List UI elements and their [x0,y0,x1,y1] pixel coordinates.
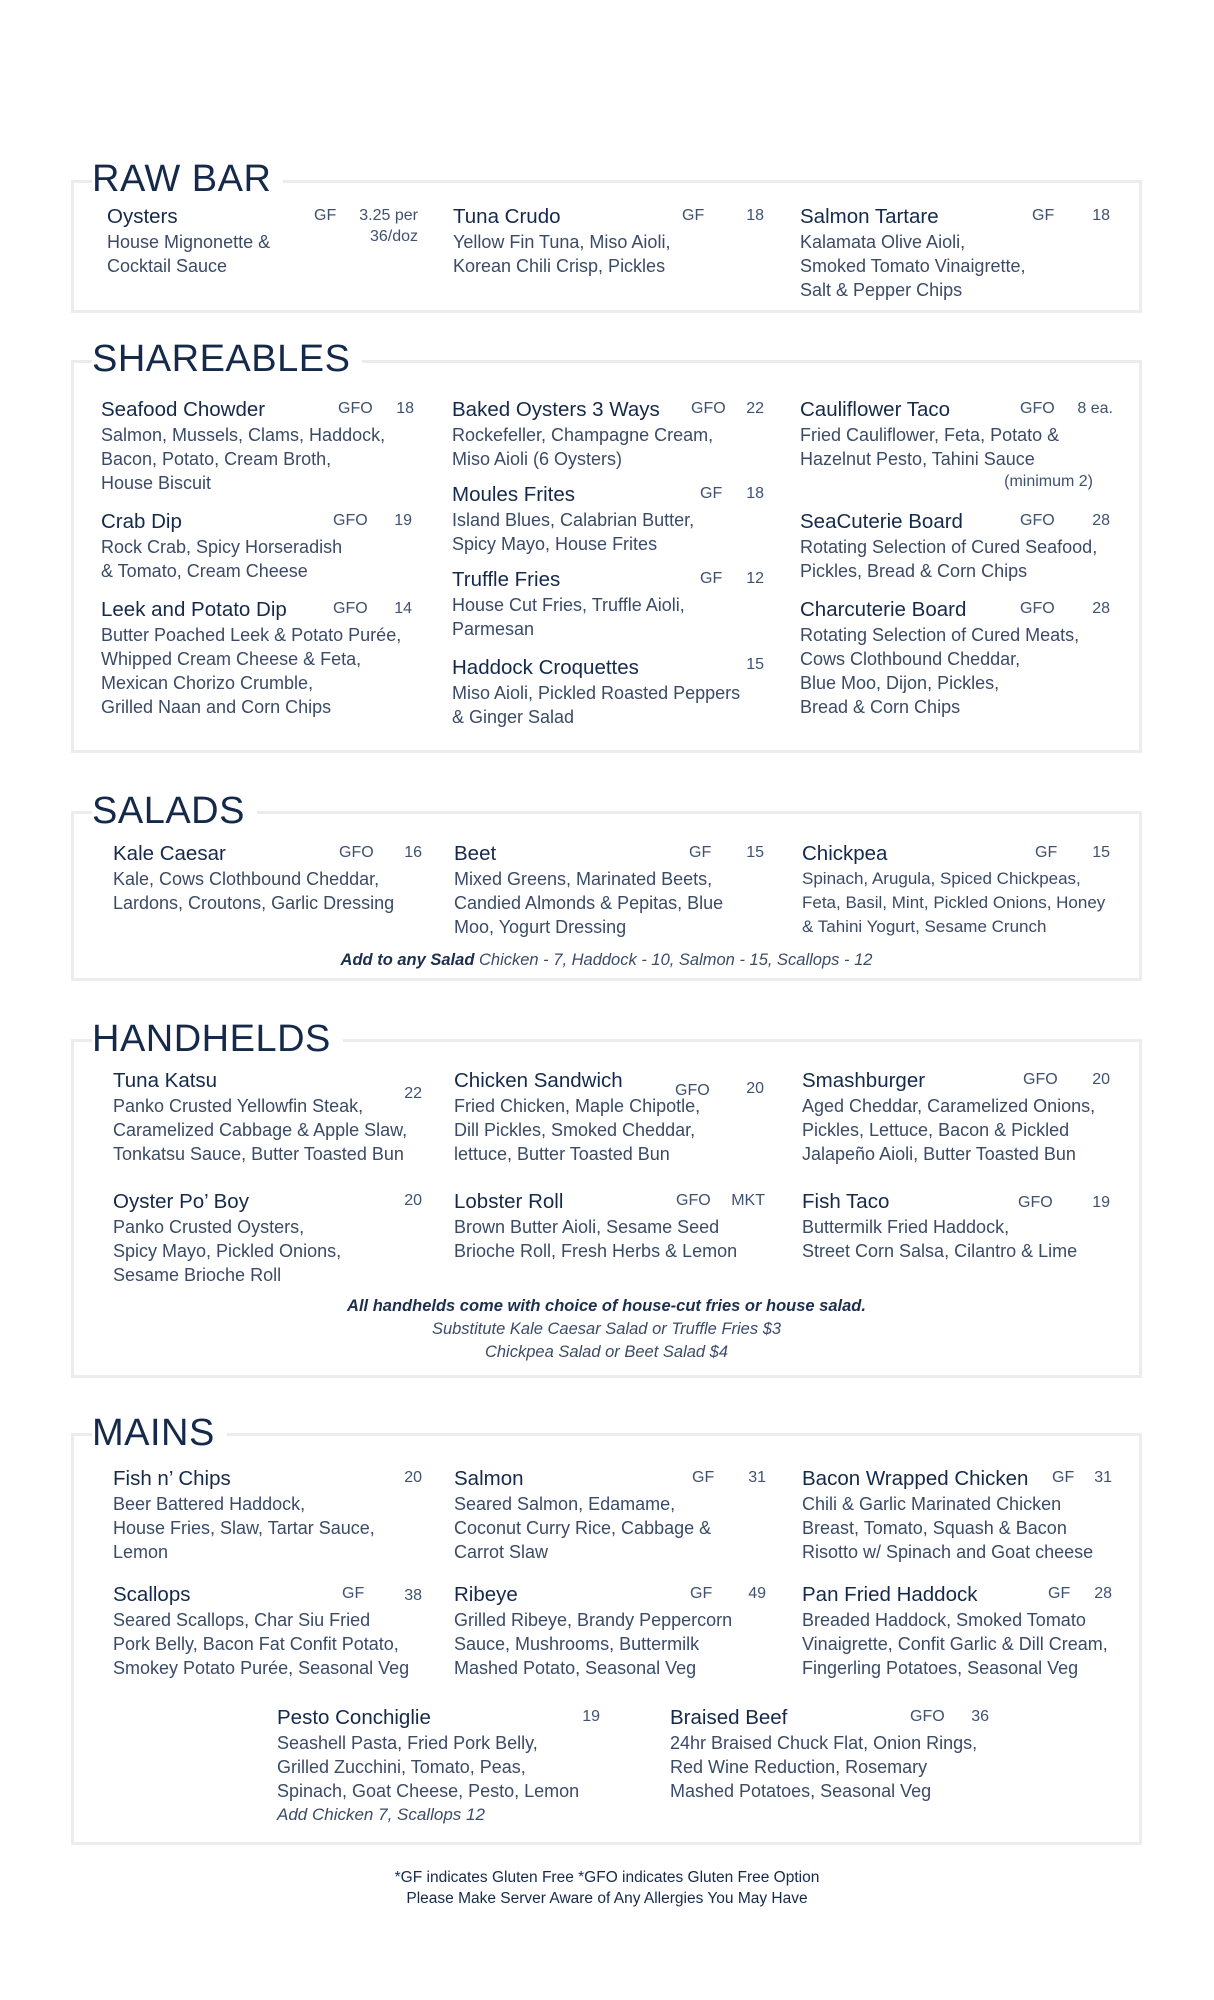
gluten-tag: GFO [676,1192,711,1209]
item-desc-line: Spicy Mayo, House Frites [452,534,658,554]
item-name: Seafood Chowder [101,398,266,421]
item-desc-line: Spicy Mayo, Pickled Onions, [113,1241,342,1261]
item-desc-line: Risotto w/ Spinach and Goat cheese [802,1542,1094,1562]
menu-item-pesto-conchiglie [277,1705,607,1827]
item-price: 20 [404,1469,422,1486]
item-desc-line: Salt & Pepper Chips [800,280,963,300]
gluten-tag: GFO [339,844,374,861]
item-desc-line: Korean Chili Crisp, Pickles [453,256,666,276]
item-desc-line: Lemon [113,1542,169,1562]
gluten-tag: GFO [338,400,373,417]
gluten-tag: GFO [333,600,368,617]
item-desc-line: Fried Chicken, Maple Chipotle, [454,1096,701,1116]
item-desc-line: Smokey Potato Purée, Seasonal Veg [113,1658,410,1678]
item-desc-line: Cows Clothbound Cheddar, [800,649,1021,669]
item-desc-line: Blue Moo, Dijon, Pickles, [800,673,1000,693]
item-price: MKT [731,1192,765,1209]
item-desc-line: Lardons, Croutons, Garlic Dressing [113,893,395,913]
item-name: Fish n’ Chips [113,1467,231,1490]
item-name: Baked Oysters 3 Ways [452,398,660,421]
item-desc-line: Feta, Basil, Mint, Pickled Onions, Honey [802,893,1106,912]
item-desc-line: Red Wine Reduction, Rosemary [670,1757,928,1777]
item-desc-line: Grilled Zucchini, Tomato, Peas, [277,1757,526,1777]
item-price: 3.25 per [359,207,418,224]
item-name: Oysters [107,205,178,228]
item-price: 20 [404,1192,422,1209]
item-price: 16 [404,844,422,861]
item-desc-line: & Tahini Yogurt, Sesame Crunch [802,917,1047,936]
item-desc-line: Mashed Potatoes, Seasonal Veg [670,1781,932,1801]
item-name: Charcuterie Board [800,598,967,621]
item-name: Haddock Croquettes [452,656,639,679]
item-desc-line: Whipped Cream Cheese & Feta, [101,649,362,669]
item-name: Salmon [454,1467,524,1490]
item-desc-line: Carrot Slaw [454,1542,549,1562]
gluten-tag: GF [1052,1469,1075,1486]
item-desc-line: Pickles, Bread & Corn Chips [800,561,1028,581]
handhelds-sides-note: All handhelds come with choice of house-cut fries or house salad. [347,1297,866,1315]
item-desc-line: Mixed Greens, Marinated Beets, [454,869,713,889]
item-desc-line: Pickles, Lettuce, Bacon & Pickled [802,1120,1070,1140]
item-name: Bacon Wrapped Chicken [802,1467,1029,1490]
item-desc-line: Coconut Curry Rice, Cabbage & [454,1518,712,1538]
item-desc-line: Grilled Naan and Corn Chips [101,697,332,717]
item-name: Fish Taco [802,1190,890,1213]
item-desc-line: Jalapeño Aioli, Butter Toasted Bun [802,1144,1076,1164]
gluten-tag: GF [689,844,712,861]
item-price: 18 [396,400,414,417]
item-desc-line: Mashed Potato, Seasonal Veg [454,1658,697,1678]
allergy-notice: Please Make Server Aware of Any Allergies You May Have [406,1890,808,1907]
item-desc-line: Fingerling Potatoes, Seasonal Veg [802,1658,1079,1678]
mains-heading: MAINS [92,1411,227,1455]
item-price: 19 [394,512,412,529]
item-desc-line: Brown Butter Aioli, Sesame Seed [454,1217,720,1237]
item-name: Crab Dip [101,510,182,533]
item-desc-line: Mexican Chorizo Crumble, [101,673,314,693]
salad-add-ons-text: Chicken - 7, Haddock - 10, Salmon - 15, Scallops - 12 [474,951,873,969]
item-desc-line: Rotating Selection of Cured Seafood, [800,537,1098,557]
item-price: 36 [971,1708,989,1725]
item-desc-line: Spinach, Arugula, Spiced Chickpeas, [802,869,1081,888]
item-price: 18 [746,485,764,502]
gluten-tag: GFO [1018,1194,1053,1211]
item-name: Tuna Crudo [453,205,561,228]
handhelds-substitute-note: Substitute Kale Caesar Salad or Truffle Fries $3 [431,1320,782,1338]
item-price: 19 [582,1708,600,1725]
item-desc-line: Miso Aioli, Pickled Roasted Peppers [452,683,741,703]
item-name: Ribeye [454,1583,518,1606]
item-desc-line: Caramelized Cabbage & Apple Slaw, [113,1120,408,1140]
item-desc-line: Fried Cauliflower, Feta, Potato & [800,425,1060,445]
item-desc-line: Breast, Tomato, Squash & Bacon [802,1518,1067,1538]
item-price: 15 [746,656,764,673]
item-minimum-note: (minimum 2) [1004,473,1093,490]
item-desc-line: Breaded Haddock, Smoked Tomato [802,1610,1086,1630]
item-desc-line: Candied Almonds & Pepitas, Blue [454,893,724,913]
item-price: 20 [1092,1071,1110,1088]
item-desc-line: Hazelnut Pesto, Tahini Sauce [800,449,1035,469]
item-desc-line: Rock Crab, Spicy Horseradish [101,537,343,557]
menu-item-tuna-katsu [113,1068,443,1166]
item-price: 18 [1092,207,1110,224]
item-desc-line: Street Corn Salsa, Cilantro & Lime [802,1241,1078,1261]
item-name: Pan Fried Haddock [802,1583,978,1606]
item-price: 38 [404,1587,422,1604]
item-desc-line: House Fries, Slaw, Tartar Sauce, [113,1518,375,1538]
item-name: Cauliflower Taco [800,398,951,421]
gluten-tag: GF [700,485,723,502]
item-desc-line: Sesame Brioche Roll [113,1265,282,1285]
item-desc-line: Seared Salmon, Edamame, [454,1494,676,1514]
gluten-tag: GF [692,1469,715,1486]
item-desc-line: Dill Pickles, Smoked Cheddar, [454,1120,696,1140]
item-desc-line: Buttermilk Fried Haddock, [802,1217,1010,1237]
item-price: 15 [1092,844,1110,861]
gluten-tag: GF [1048,1585,1071,1602]
item-name: Salmon Tartare [800,205,939,228]
item-desc-line: Bread & Corn Chips [800,697,961,717]
item-desc-line: Moo, Yogurt Dressing [454,917,627,937]
item-desc-line: Panko Crusted Yellowfin Steak, [113,1096,364,1116]
gluten-tag: GFO [333,512,368,529]
item-desc-line: Yellow Fin Tuna, Miso Aioli, [453,232,671,252]
gluten-tag: GFO [1020,512,1055,529]
item-desc-line: Vinaigrette, Confit Garlic & Dill Cream, [802,1634,1108,1654]
item-desc-line: Spinach, Goat Cheese, Pesto, Lemon [277,1781,580,1801]
item-desc-line: Island Blues, Calabrian Butter, [452,510,695,530]
item-desc-line: House Cut Fries, Truffle Aioli, [452,595,685,615]
item-desc-line: Seared Scallops, Char Siu Fried [113,1610,371,1630]
handhelds-heading: HANDHELDS [92,1017,343,1061]
item-desc-line: Sauce, Mushrooms, Buttermilk [454,1634,700,1654]
item-desc-line: Smoked Tomato Vinaigrette, [800,256,1026,276]
gluten-tag: GFO [1023,1071,1058,1088]
item-desc-line: House Mignonette & [107,232,271,252]
item-desc-line: Rotating Selection of Cured Meats, [800,625,1080,645]
item-desc-line: Rockefeller, Champagne Cream, [452,425,714,445]
item-desc-line: Miso Aioli (6 Oysters) [452,449,623,469]
item-add-on-note: Add Chicken 7, Scallops 12 [277,1805,485,1824]
item-desc-line: Aged Cheddar, Caramelized Onions, [802,1096,1096,1116]
gluten-tag: GFO [675,1082,710,1099]
item-name: Leek and Potato Dip [101,598,287,621]
item-desc-line: Panko Crusted Oysters, [113,1217,305,1237]
item-desc-line: Kalamata Olive Aioli, [800,232,966,252]
item-name: SeaCuterie Board [800,510,963,533]
gluten-legend: *GF indicates Gluten Free *GFO indicates Gluten Free Option [394,1869,820,1886]
item-name: Lobster Roll [454,1190,564,1213]
salad-add-ons [71,949,1142,972]
item-desc-line: Butter Poached Leek & Potato Purée, [101,625,402,645]
item-name: Smashburger [802,1069,926,1092]
item-price: 28 [1092,512,1110,529]
handhelds-substitute-note-2: Chickpea Salad or Beet Salad $4 [484,1343,729,1361]
item-desc-line: Parmesan [452,619,535,639]
item-desc-line: Tonkatsu Sauce, Butter Toasted Bun [113,1144,404,1164]
item-desc-line: Grilled Ribeye, Brandy Peppercorn [454,1610,733,1630]
gluten-tag: GFO [910,1708,945,1725]
item-desc-line: Brioche Roll, Fresh Herbs & Lemon [454,1241,738,1261]
item-desc-line: 24hr Braised Chuck Flat, Onion Rings, [670,1733,978,1753]
salad-add-ons-label: Add to any Salad [340,951,475,969]
item-price: 31 [748,1469,766,1486]
item-price: 15 [746,844,764,861]
item-desc-line: lettuce, Butter Toasted Bun [454,1144,670,1164]
item-name: Oyster Po’ Boy [113,1190,249,1213]
item-name: Kale Caesar [113,842,226,865]
gluten-tag: GFO [691,400,726,417]
shareables-heading-line [347,360,1142,363]
item-price: 18 [746,207,764,224]
item-price-extra: 36/doz [369,228,418,245]
item-price: 22 [404,1085,422,1102]
gluten-tag: GF [1035,844,1058,861]
salads-heading: SALADS [92,789,257,833]
gluten-tag: GF [682,207,705,224]
item-name: Beet [454,842,497,865]
item-name: Braised Beef [670,1706,788,1729]
gluten-tag: GFO [1020,400,1055,417]
item-desc-line: Cocktail Sauce [107,256,228,276]
item-name: Moules Frites [452,483,576,506]
item-name: Chickpea [802,842,888,865]
gluten-tag: GF [342,1585,365,1602]
item-price: 19 [1092,1194,1110,1211]
item-name: Chicken Sandwich [454,1069,623,1092]
gluten-tag: GF [314,207,337,224]
item-desc-line: House Biscuit [101,473,212,493]
item-name: Truffle Fries [452,568,561,591]
item-desc-line: Salmon, Mussels, Clams, Haddock, [101,425,386,445]
item-price: 28 [1092,600,1110,617]
item-price: 28 [1094,1585,1112,1602]
item-price: 12 [746,570,764,587]
shareables-heading: SHAREABLES [92,337,362,381]
item-price: 49 [748,1585,766,1602]
item-name: Tuna Katsu [113,1069,218,1092]
mains-heading-line [240,1433,1142,1436]
gluten-tag: GF [700,570,723,587]
item-desc-line: Seashell Pasta, Fried Pork Belly, [277,1733,538,1753]
raw-bar-heading-line [281,180,1142,183]
item-price: 8 ea. [1077,400,1113,417]
item-desc-line: Chili & Garlic Marinated Chicken [802,1494,1062,1514]
gluten-tag: GF [690,1585,713,1602]
item-name: Scallops [113,1583,191,1606]
item-desc-line: Kale, Cows Clothbound Cheddar, [113,869,380,889]
item-price: 31 [1094,1469,1112,1486]
raw-bar-heading: RAW BAR [92,157,283,201]
handhelds-heading-line [335,1039,1142,1042]
item-name: Pesto Conchiglie [277,1706,431,1729]
gluten-tag: GF [1032,207,1055,224]
item-price: 22 [746,400,764,417]
item-price: 14 [394,600,412,617]
item-desc-line: & Tomato, Cream Cheese [101,561,308,581]
item-desc-line: Beer Battered Haddock, [113,1494,306,1514]
item-desc-line: Bacon, Potato, Cream Broth, [101,449,332,469]
salads-heading-line [257,811,1142,814]
item-desc-line: & Ginger Salad [452,707,575,727]
gluten-tag: GFO [1020,600,1055,617]
item-price: 20 [746,1080,764,1097]
item-desc-line: Pork Belly, Bacon Fat Confit Potato, [113,1634,399,1654]
